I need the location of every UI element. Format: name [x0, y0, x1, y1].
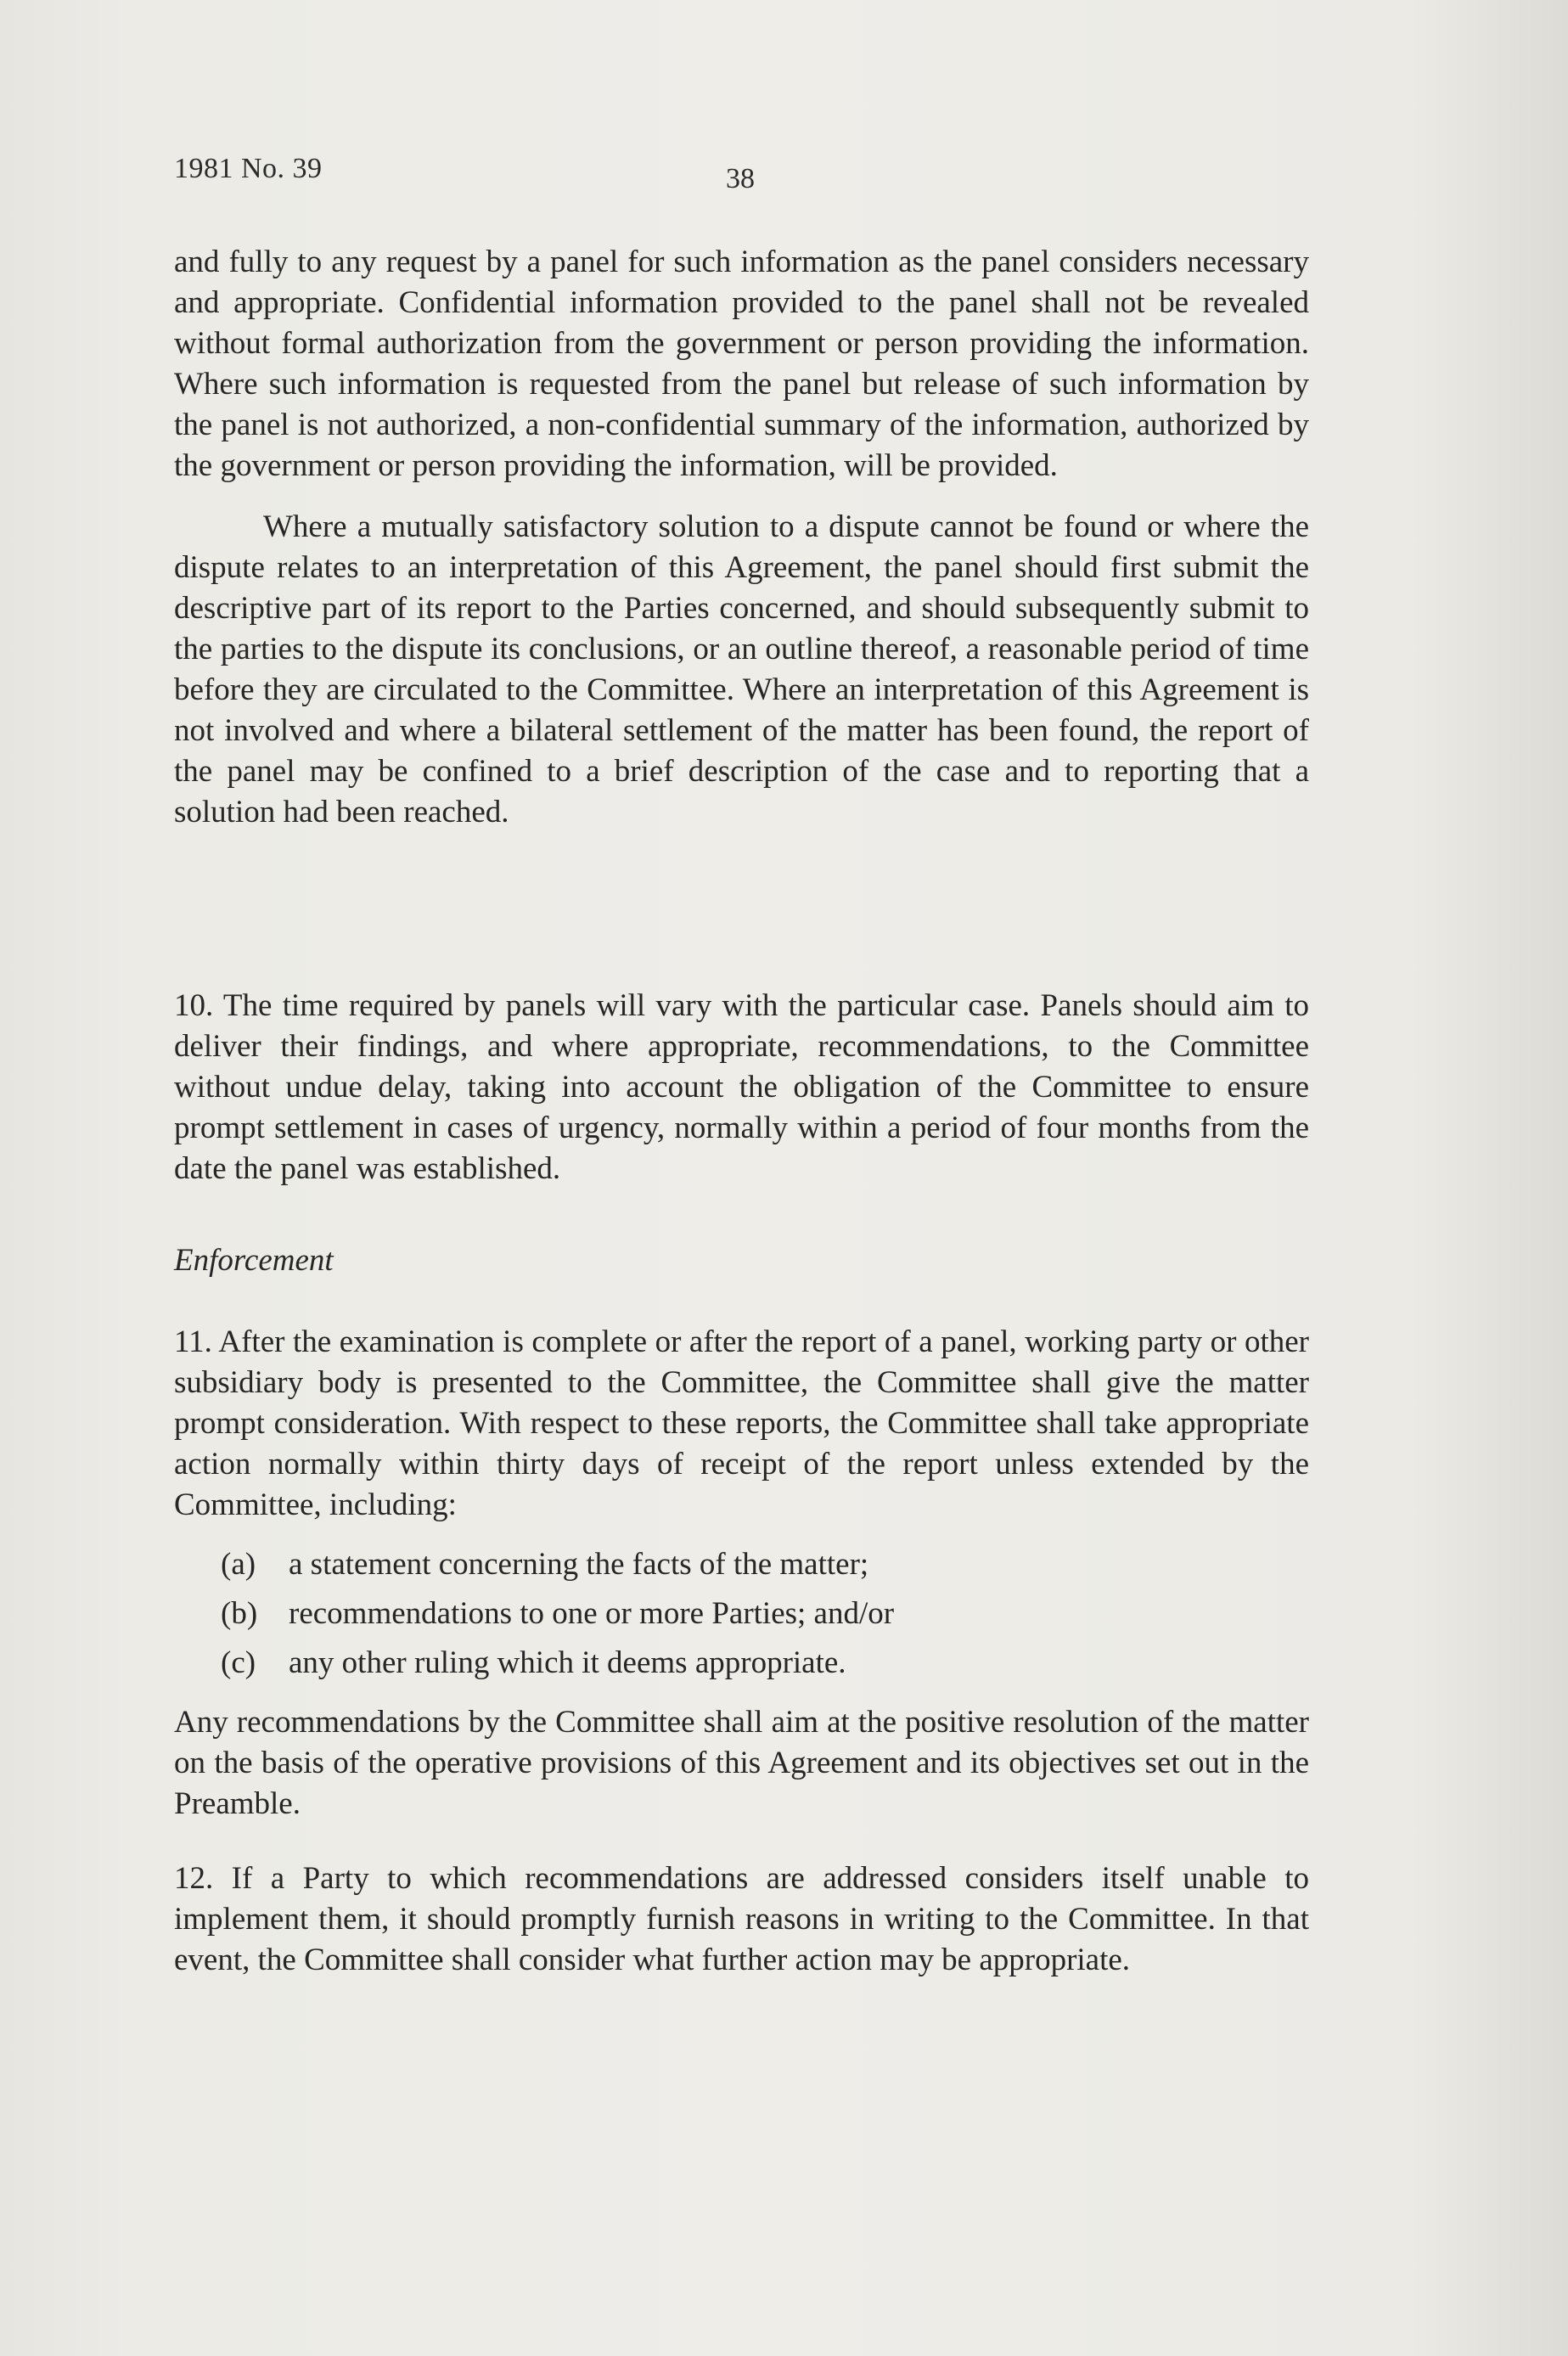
paragraph-dispute-report: Where a mutually satisfactory solution to a dispute cannot be found or where the dispute relates to an interpretation of this Agreement, the panel should first submit the descriptive part of its report to the Parties concerned, and should subsequently submit to the parties to the dispute its conclusions, or an outline thereof, a reasonable period of time before they are circulated to the Committee. Where an interpretation of this Agreement is not involved and where a bilateral settlement of the matter has been found, the report of the panel may be confined to a brief description of the case and to reporting that a solution had been reached. [174, 509, 1309, 829]
list-marker: (b) [221, 1596, 258, 1631]
year-and-number: 1981 No. 39 [174, 153, 323, 184]
list-item-text: any other ruling which it deems appropriate. [289, 1645, 846, 1680]
paragraph-recommendations-aim: Any recommendations by the Committee shall aim at the positive resolution of the matter on the basis of the operative provisions of this Agreement and its objectives set out in the Preamble. [174, 1705, 1309, 1821]
list-item [221, 1594, 1309, 1634]
list-item-text: recommendations to one or more Parties; and/or [289, 1596, 895, 1631]
paragraph-11-list [174, 1544, 1309, 1684]
paragraph-10: 10. The time required by panels will vary with the particular case. Panels should aim to deliver their findings, and where appropriate, recommendations, to the Committee without undue delay, taking into account the obligation of the Committee to ensure prompt settlement in cases of urgency, normally within a period of four months from the date the panel was established. [174, 988, 1309, 1186]
list-marker: (a) [221, 1547, 256, 1582]
paragraph-12: 12. If a Party to which recommendations are addressed considers itself unable to implement them, it should promptly furnish reasons in writing to the Committee. In that event, the Committee shall consider what further action may be appropriate. [174, 1861, 1309, 1977]
list-item-text: a statement concerning the facts of the matter; [289, 1547, 869, 1582]
list-marker: (c) [221, 1645, 256, 1680]
list-item [221, 1544, 1309, 1585]
page-number: 38 [726, 163, 755, 194]
document-body [174, 242, 1309, 1981]
section-heading-enforcement: Enforcement [174, 1243, 334, 1278]
paragraph-11: 11. After the examination is complete or after the report of a panel, working party or other subsidiary body is presented to the Committee, the Committee shall give the matter prompt consideration. With respect to these reports, the Committee shall take appropriate action normally within thirty days of receipt of the report unless extended by the Committee, including: [174, 1324, 1309, 1522]
list-item [221, 1643, 1309, 1684]
page-header [174, 153, 1363, 204]
paragraph-continuation: and fully to any request by a panel for such information as the panel considers necessary and appropriate. Confidential information provided to the panel shall not be revealed without formal authorization from the government or person providing the information. Where such information is requested from the panel but release of such information by the panel is not authorized, a non-confidential summary of the information, authorized by the government or person providing the information, will be provided. [174, 245, 1309, 483]
